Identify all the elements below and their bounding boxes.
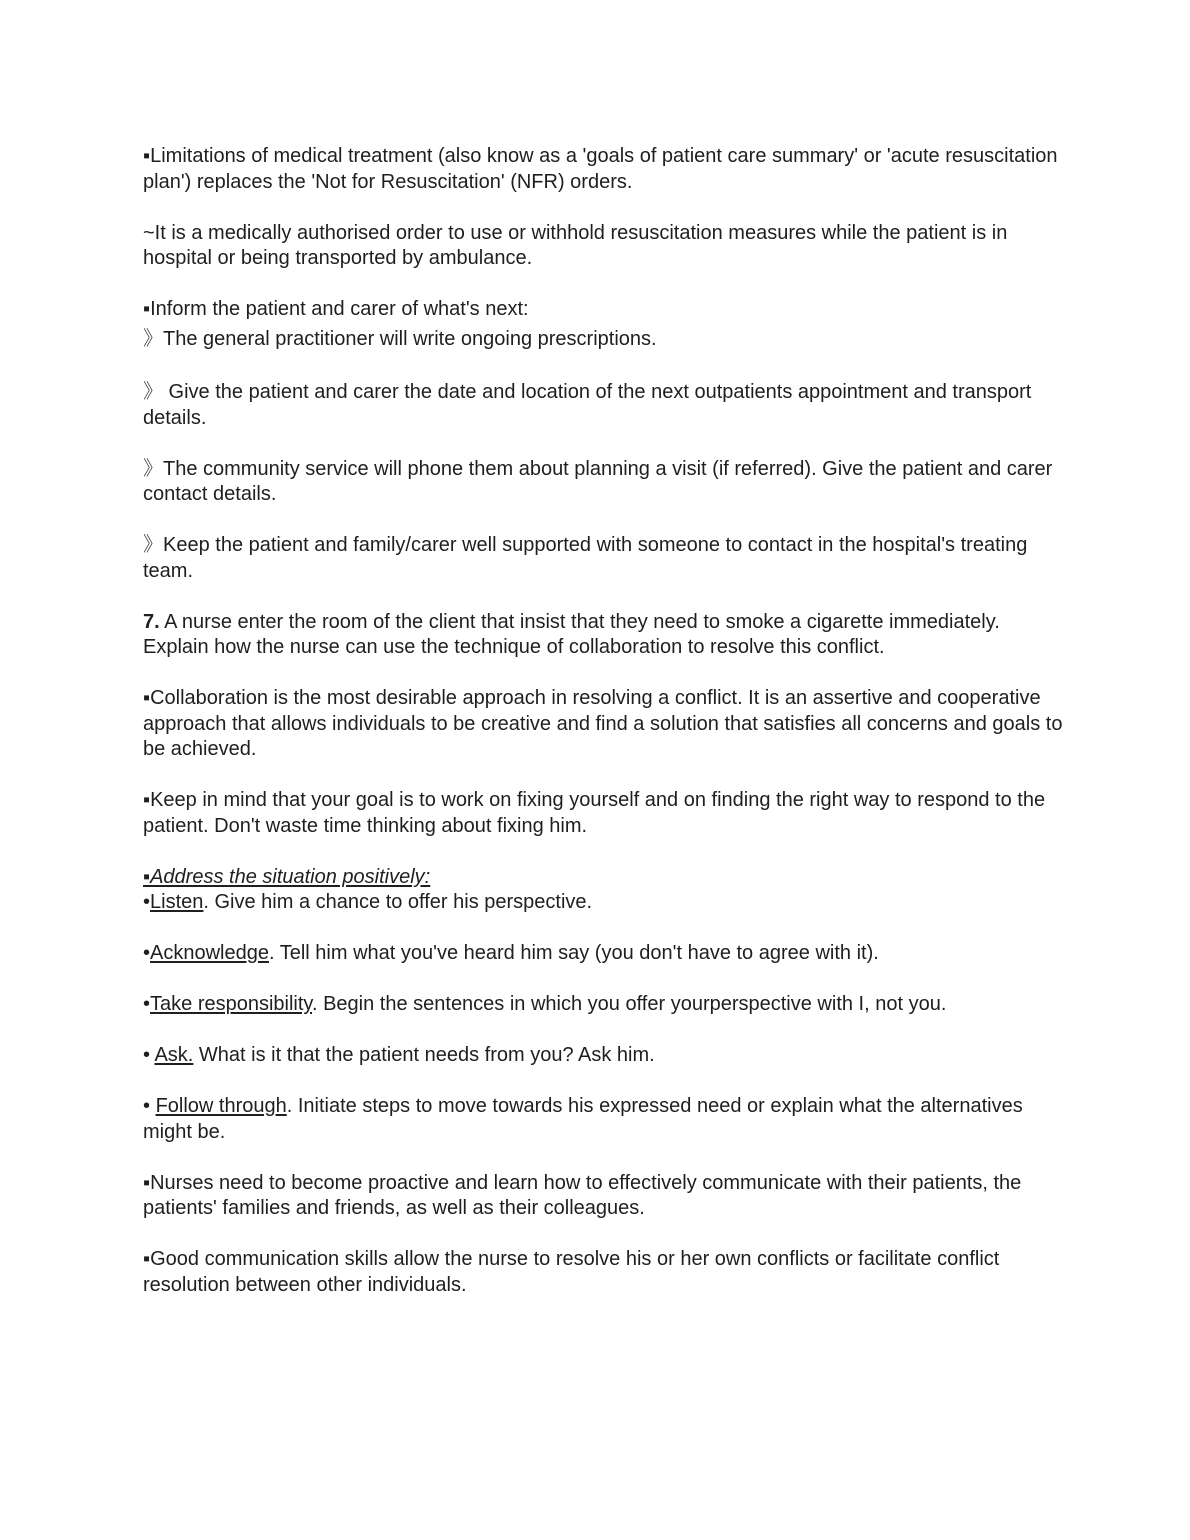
term-follow-through: Follow through bbox=[155, 1095, 287, 1117]
question-text: A nurse enter the room of the client that insist that they need to smoke a cigarette immediately. Explain how the nurse can use the technique of collaboration to resolve this conflict. bbox=[143, 610, 1000, 658]
bullet-marker: • bbox=[143, 1044, 155, 1066]
bullet-acknowledge bbox=[143, 941, 1063, 967]
term-listen: Listen bbox=[150, 891, 204, 913]
address-heading bbox=[143, 865, 1063, 891]
paragraph-medical-order: ~It is a medically authorised order to use or withhold resuscitation measures while the patient is in hospital or being transported by ambulance. bbox=[143, 221, 1008, 269]
bullet-take-responsibility bbox=[143, 992, 1063, 1018]
paragraph-gp-prescriptions: 》The general practitioner will write ongoing prescriptions. bbox=[143, 327, 657, 350]
question-7 bbox=[143, 610, 1063, 661]
paragraph-outpatients: 》 Give the patient and carer the date and location of the next outpatients appointment and transport details. bbox=[143, 381, 1032, 429]
bullet-text: . Give him a chance to offer his perspective. bbox=[203, 891, 593, 913]
paragraph-goal: ▪Keep in mind that your goal is to work on fixing yourself and on finding the right way to respond to the patient. Don't waste time thinking about fixing him. bbox=[143, 789, 1046, 837]
bullet-listen bbox=[143, 890, 1063, 916]
document-page bbox=[143, 144, 1063, 1298]
paragraph-community-service: 》The community service will phone them about planning a visit (if referred). Give the patient and carer contact details. bbox=[143, 457, 1053, 505]
bullet-text: What is it that the patient needs from you? Ask him. bbox=[193, 1044, 655, 1066]
paragraph-limitations: ▪Limitations of medical treatment (also know as a 'goals of patient care summary' or 'acute resuscitation plan') replaces the 'Not for Resuscitation' (NFR) orders. bbox=[143, 145, 1058, 193]
paragraph-inform: ▪Inform the patient and carer of what's next: bbox=[143, 298, 529, 320]
term-ask: Ask. bbox=[154, 1044, 194, 1066]
bullet-marker: • bbox=[143, 993, 151, 1015]
bullet-marker: • bbox=[143, 891, 151, 913]
term-take-responsibility: Take responsibility bbox=[150, 993, 312, 1015]
bullet-marker: • bbox=[143, 942, 151, 964]
address-heading-text: ▪Address the situation positively: bbox=[143, 865, 431, 888]
paragraph-collaboration: ▪Collaboration is the most desirable approach in resolving a conflict. It is an assertive and cooperative approach that allows individuals to be creative and find a solution that satisfies all concerns and goals to be achieved. bbox=[143, 687, 1063, 760]
bullet-text: . Tell him what you've heard him say (you don't have to agree with it). bbox=[268, 942, 879, 964]
paragraph-proactive: ▪Nurses need to become proactive and learn how to effectively communicate with their patients, the patients' families and friends, as well as their colleagues. bbox=[143, 1171, 1022, 1219]
bullet-text: . Initiate steps to move towards his expressed need or explain what the alternatives might be. bbox=[143, 1095, 1023, 1143]
bullet-follow-through bbox=[143, 1094, 1063, 1145]
paragraph-support: 》Keep the patient and family/carer well supported with someone to contact in the hospital's treating team. bbox=[143, 534, 1028, 582]
bullet-marker: • bbox=[143, 1095, 156, 1117]
term-acknowledge: Acknowledge bbox=[150, 942, 269, 964]
bullet-text: . Begin the sentences in which you offer yourperspective with I, not you. bbox=[311, 993, 947, 1015]
bullet-ask bbox=[143, 1043, 1063, 1069]
question-number: 7. bbox=[143, 610, 160, 633]
paragraph-communication-skills: ▪Good communication skills allow the nurse to resolve his or her own conflicts or facilitate conflict resolution between other individuals. bbox=[143, 1248, 1000, 1296]
